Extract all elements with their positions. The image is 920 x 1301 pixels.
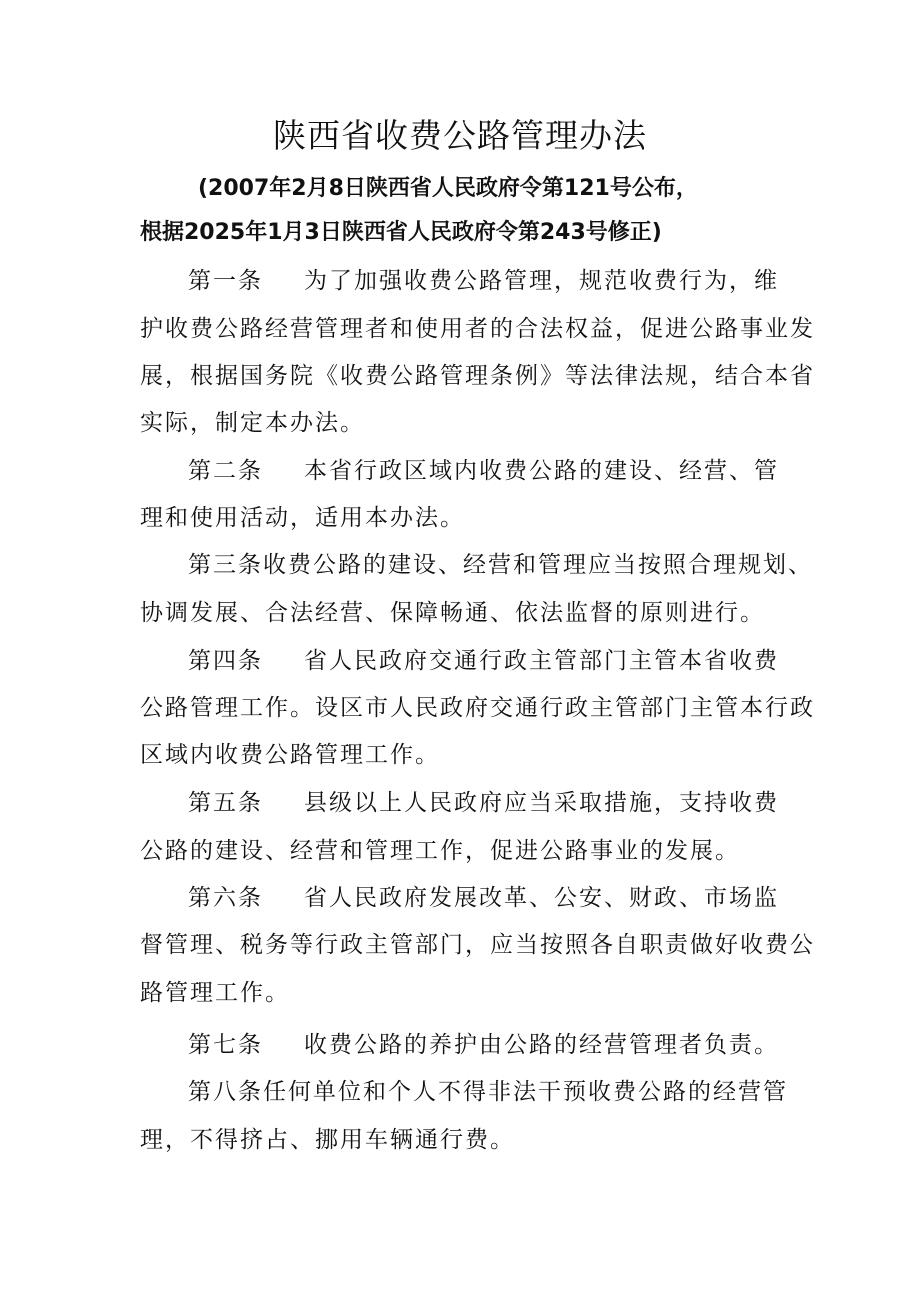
article-1-text-4: 实际，制定本办法。 xyxy=(140,410,365,436)
article-6-text-2: 督管理、税务等行政主管部门，应当按照各自职责做好收费公 xyxy=(140,932,815,958)
article-5-text-2: 公路的建设、经营和管理工作，促进公路事业的发展。 xyxy=(140,838,740,864)
article-6-text-1: 省人民政府发展改革、公安、财政、市场监 xyxy=(304,885,779,911)
article-6-label: 第六条 xyxy=(188,885,263,911)
article-5-first-line xyxy=(188,788,779,818)
article-3-text-1: 第三条收费公路的建设、经营和管理应当按照合理规划、 xyxy=(188,552,813,578)
article-7-first-line xyxy=(188,1030,779,1060)
article-4-text-1: 省人民政府交通行政主管部门主管本省收费 xyxy=(304,648,779,674)
article-5-text-1: 县级以上人民政府应当采取措施，支持收费 xyxy=(304,790,779,816)
document-title: 陕西省收费公路管理办法 xyxy=(273,116,647,155)
source-note-line-2: 根据2025年1月3日陕西省人民政府令第243号修正) xyxy=(140,220,662,245)
article-1-text-1: 为了加强收费公路管理，规范收费行为，维 xyxy=(304,268,779,294)
article-1-first-line xyxy=(188,266,779,296)
article-1-text-2: 护收费公路经营管理者和使用者的合法权益，促进公路事业发 xyxy=(140,316,815,342)
article-4-text-3: 区域内收费公路管理工作。 xyxy=(140,742,440,768)
article-4-text-2: 公路管理工作。设区市人民政府交通行政主管部门主管本行政 xyxy=(140,695,815,721)
article-4-label: 第四条 xyxy=(188,648,263,674)
article-2-text-1: 本省行政区域内收费公路的建设、经营、管 xyxy=(304,458,779,484)
article-5-label: 第五条 xyxy=(188,790,263,816)
article-8-text-1: 第八条任何单位和个人不得非法干预收费公路的经营管 xyxy=(188,1079,788,1105)
article-7-text-1: 收费公路的养护由公路的经营管理者负责。 xyxy=(304,1032,779,1058)
article-7-label: 第七条 xyxy=(188,1032,263,1058)
article-1-text-3: 展，根据国务院《收费公路管理条例》等法律法规，结合本省 xyxy=(140,363,815,389)
article-1-label: 第一条 xyxy=(188,268,263,294)
article-2-label: 第二条 xyxy=(188,458,263,484)
article-6-text-3: 路管理工作。 xyxy=(140,980,290,1006)
article-2-text-2: 理和使用活动，适用本办法。 xyxy=(140,505,465,531)
article-6-first-line xyxy=(188,883,779,913)
article-4-first-line xyxy=(188,646,779,676)
article-8-text-2: 理，不得挤占、挪用车辆通行费。 xyxy=(140,1127,515,1153)
article-2-first-line xyxy=(188,456,779,486)
article-3-text-2: 协调发展、合法经营、保障畅通、依法监督的原则进行。 xyxy=(140,600,765,626)
source-note-line-1: (2007年2月8日陕西省人民政府令第121号公布， xyxy=(198,176,698,201)
